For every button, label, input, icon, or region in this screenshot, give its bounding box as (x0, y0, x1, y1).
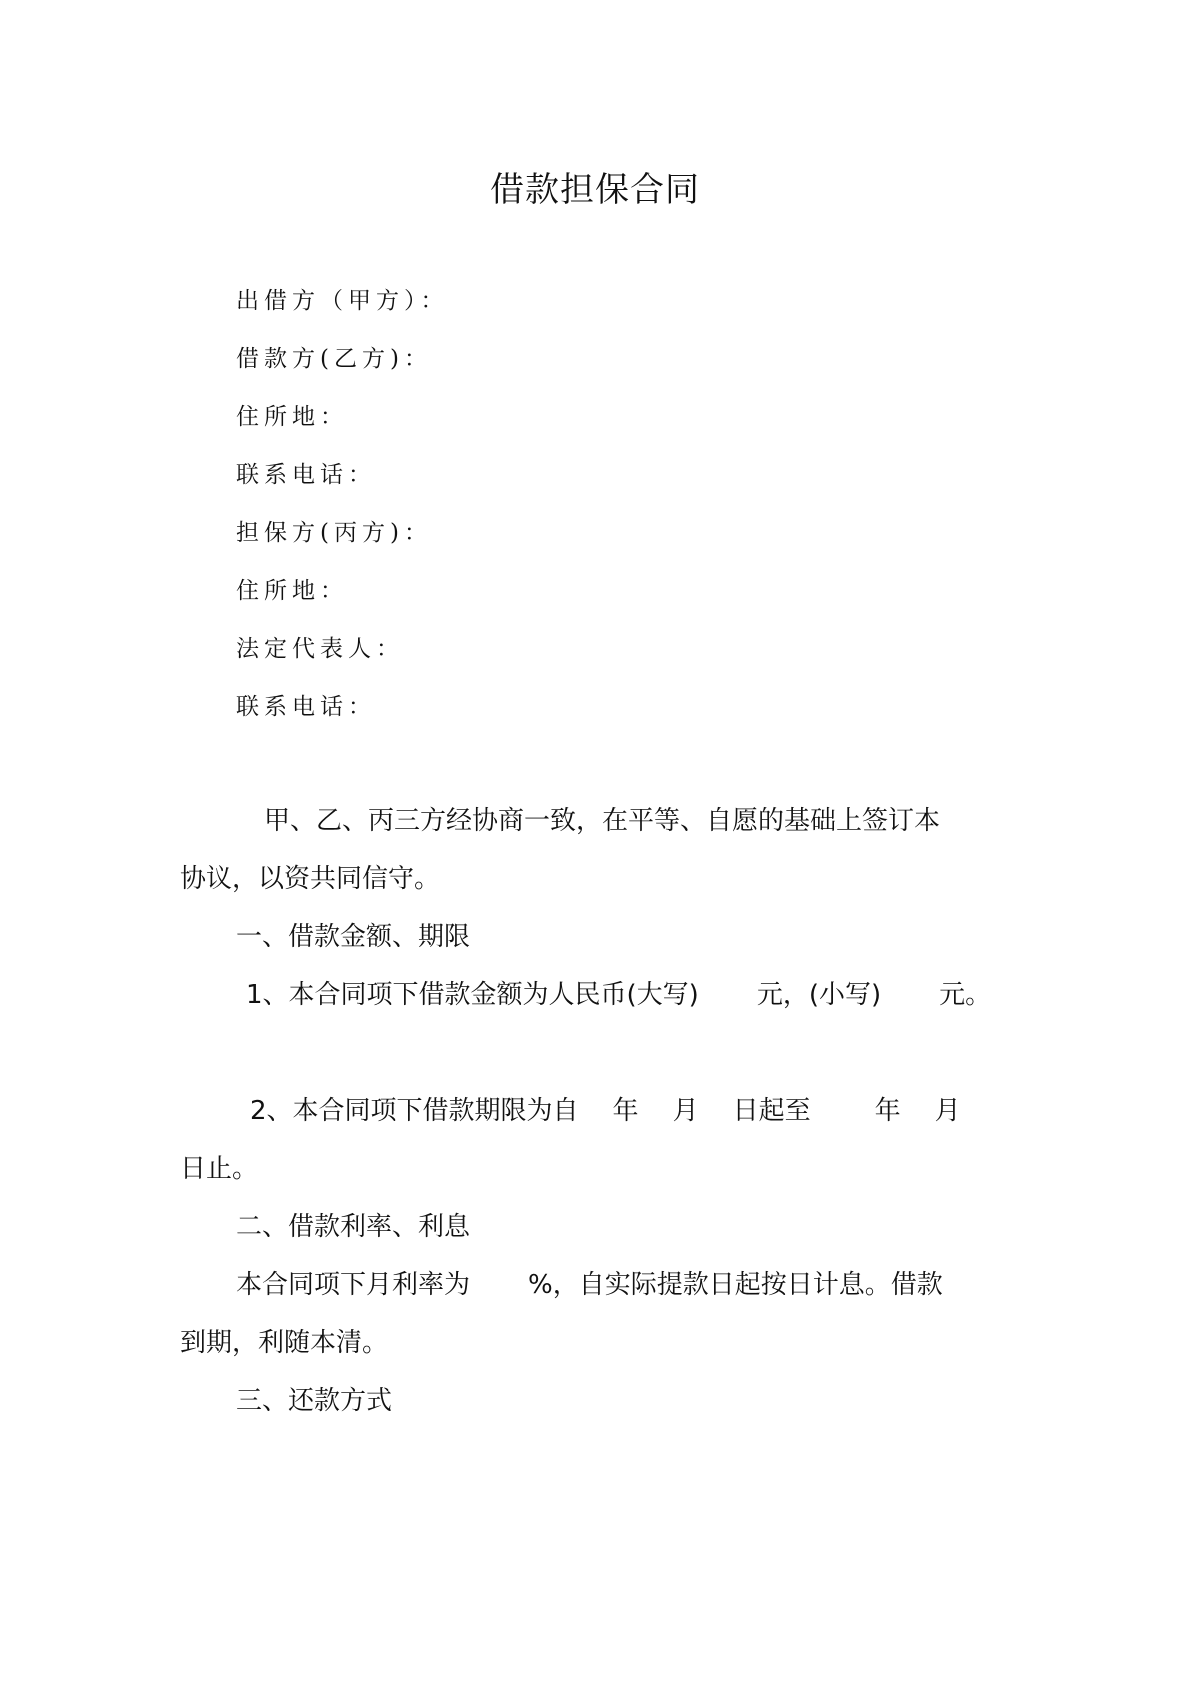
loan-amount-text-1: 1、本合同项下借款金额为人民币(大写) (246, 980, 699, 1010)
loan-term-text-2: 日起至 (732, 1096, 811, 1126)
intro-line-1: 甲、乙、丙三方经协商一致，在平等、自愿的基础上签订本 (264, 806, 941, 836)
loan-term-year-2: 年 (874, 1096, 901, 1126)
party-borrower-label: 借款方(乙方)： (236, 346, 432, 372)
section-2-heading: 二、借款利率、利息 (236, 1212, 471, 1242)
guarantor-phone-label: 联系电话： (236, 694, 376, 720)
loan-amount-text-3: 元。 (939, 980, 992, 1010)
loan-amount-text-2: 元，(小写) (756, 980, 882, 1010)
guarantor-address-label: 住所地： (236, 578, 348, 604)
interest-rate-text-1: 本合同项下月利率为 (236, 1270, 471, 1300)
borrower-address-label: 住所地： (236, 404, 348, 430)
document-title: 借款担保合同 (490, 170, 700, 210)
loan-term-month-1: 月 (672, 1096, 699, 1126)
party-guarantor-label: 担保方(丙方)： (236, 520, 432, 546)
interest-rate-line-1 (236, 1264, 943, 1301)
loan-term-line-2: 日止。 (180, 1154, 259, 1184)
section-3-heading: 三、还款方式 (236, 1386, 393, 1416)
loan-term-text-1: 2、本合同项下借款期限为自 (250, 1096, 579, 1126)
loan-term-year-1: 年 (612, 1096, 639, 1126)
intro-line-2: 协议，以资共同信守。 (180, 864, 441, 894)
legal-representative-label: 法定代表人： (236, 636, 404, 662)
borrower-phone-label: 联系电话： (236, 462, 376, 488)
party-lender-label: 出借方（甲方）： (236, 288, 449, 314)
section-1-item-1 (246, 974, 991, 1011)
loan-term-month-2: 月 (934, 1096, 961, 1126)
interest-rate-line-2: 到期，利随本清。 (180, 1328, 389, 1358)
interest-rate-text-2: %，自实际提款日起按日计息。借款 (528, 1270, 943, 1300)
section-1-item-2 (250, 1090, 961, 1127)
section-1-heading: 一、借款金额、期限 (236, 922, 471, 952)
